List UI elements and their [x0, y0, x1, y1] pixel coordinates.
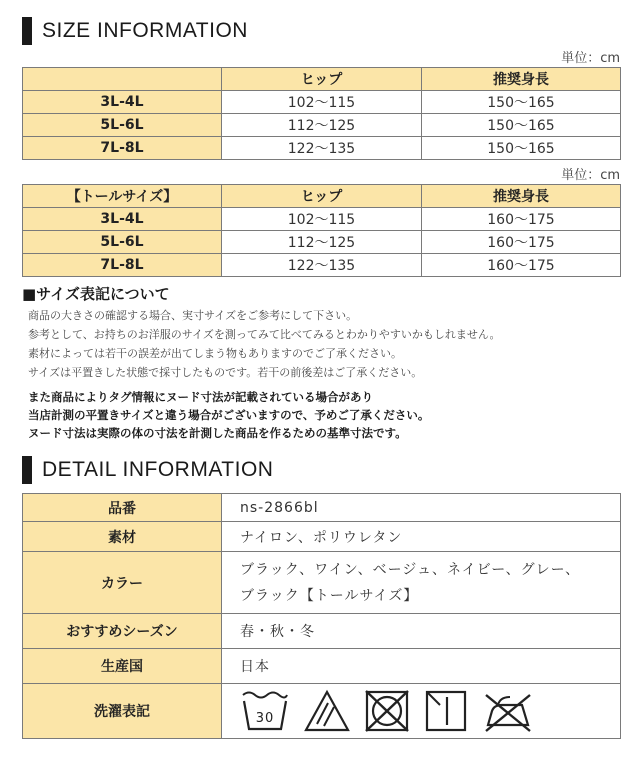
header-cell-height: 推奨身長	[422, 68, 621, 91]
header-cell-hip: ヒップ	[222, 68, 422, 91]
size-label: 7L-8L	[23, 137, 222, 160]
table-row	[23, 91, 621, 114]
size-table-tall	[22, 184, 621, 277]
height-value: 160〜175	[422, 254, 621, 277]
detail-label: 洗濯表記	[23, 684, 222, 739]
header-cell	[23, 68, 222, 91]
note-line: 素材によっては若干の誤差が出てしまう物もありますのでご了承ください。	[28, 347, 402, 360]
detail-row-color	[23, 552, 621, 614]
color-value	[222, 552, 621, 614]
wash-temp-label: 30	[255, 711, 275, 726]
title-bar-mark	[22, 456, 32, 484]
hip-value: 122〜135	[222, 137, 422, 160]
header-cell-hip: ヒップ	[222, 185, 422, 208]
size-label: 3L-4L	[23, 208, 222, 231]
material-value: ナイロン、ポリウレタン	[222, 522, 621, 552]
season-value: 春・秋・冬	[222, 614, 621, 649]
detail-label: 品番	[23, 494, 222, 522]
bold-note-line: また商品によりタグ情報にヌード寸法が記載されている場合があり	[28, 390, 373, 404]
size-section-title: SIZE INFORMATION	[42, 19, 248, 42]
table-row	[23, 208, 621, 231]
table-header-row	[23, 185, 621, 208]
table-header-row	[23, 68, 621, 91]
size-label: 5L-6L	[23, 114, 222, 137]
height-value: 150〜165	[422, 114, 621, 137]
size-label: 5L-6L	[23, 231, 222, 254]
header-cell-height: 推奨身長	[422, 185, 621, 208]
hip-value: 112〜125	[222, 114, 422, 137]
note-line: サイズは平置きした状態で採寸したものです。若干の前後差はご了承ください。	[28, 366, 423, 379]
detail-label: 生産国	[23, 649, 222, 684]
hip-value: 102〜115	[222, 91, 422, 114]
size-table-regular	[22, 67, 621, 160]
no-tumble-dry-icon	[364, 689, 410, 733]
table-row	[23, 254, 621, 277]
product-no-value: ns-2866bl	[222, 494, 621, 522]
line-dry-icon	[424, 689, 468, 733]
detail-row-care	[23, 684, 621, 739]
height-value: 160〜175	[422, 231, 621, 254]
detail-label: カラー	[23, 552, 222, 614]
header-cell-tall: 【トールサイズ】	[23, 185, 222, 208]
bleach-icon	[304, 689, 350, 733]
size-section-header	[22, 16, 248, 46]
bold-note-line: 当店計測の平置きサイズと違う場合がございますので、予めご了承ください。	[28, 408, 430, 422]
color-value-line-2: ブラック【トールサイズ】	[240, 587, 419, 604]
hip-value: 112〜125	[222, 231, 422, 254]
detail-section-title: DETAIL INFORMATION	[42, 458, 274, 481]
detail-section-header	[22, 455, 273, 485]
note-line: 参考として、お持ちのお洋服のサイズを測ってみて比べてみるとわかりやすいかもしれません。	[28, 328, 501, 341]
table-row	[23, 137, 621, 160]
detail-row-product-no	[23, 494, 621, 522]
detail-label: おすすめシーズン	[23, 614, 222, 649]
hip-value: 102〜115	[222, 208, 422, 231]
wash-30-icon	[240, 689, 290, 733]
size-unit-label: 単位：cm	[561, 51, 620, 66]
iron-prohibited-icon	[482, 689, 534, 733]
care-symbols	[222, 684, 621, 739]
detail-row-season	[23, 614, 621, 649]
height-value: 160〜175	[422, 208, 621, 231]
origin-value: 日本	[222, 649, 621, 684]
size-notes-heading: ■サイズ表記について	[22, 285, 170, 303]
size-unit-label-2: 単位：cm	[561, 168, 620, 183]
table-row	[23, 231, 621, 254]
detail-row-material	[23, 522, 621, 552]
size-label: 7L-8L	[23, 254, 222, 277]
table-row	[23, 114, 621, 137]
color-value-line-1: ブラック、ワイン、ベージュ、ネイビー、グレー、	[240, 561, 581, 578]
height-value: 150〜165	[422, 137, 621, 160]
detail-label: 素材	[23, 522, 222, 552]
detail-table	[22, 493, 621, 739]
hip-value: 122〜135	[222, 254, 422, 277]
note-line: 商品の大きさの確認する場合、実寸サイズをご参考にして下さい。	[28, 309, 358, 322]
detail-row-origin	[23, 649, 621, 684]
size-label: 3L-4L	[23, 91, 222, 114]
height-value: 150〜165	[422, 91, 621, 114]
bold-note-line: ヌード寸法は実際の体の寸法を計測した商品を作るための基準寸法です。	[28, 426, 407, 440]
title-bar-mark	[22, 17, 32, 45]
